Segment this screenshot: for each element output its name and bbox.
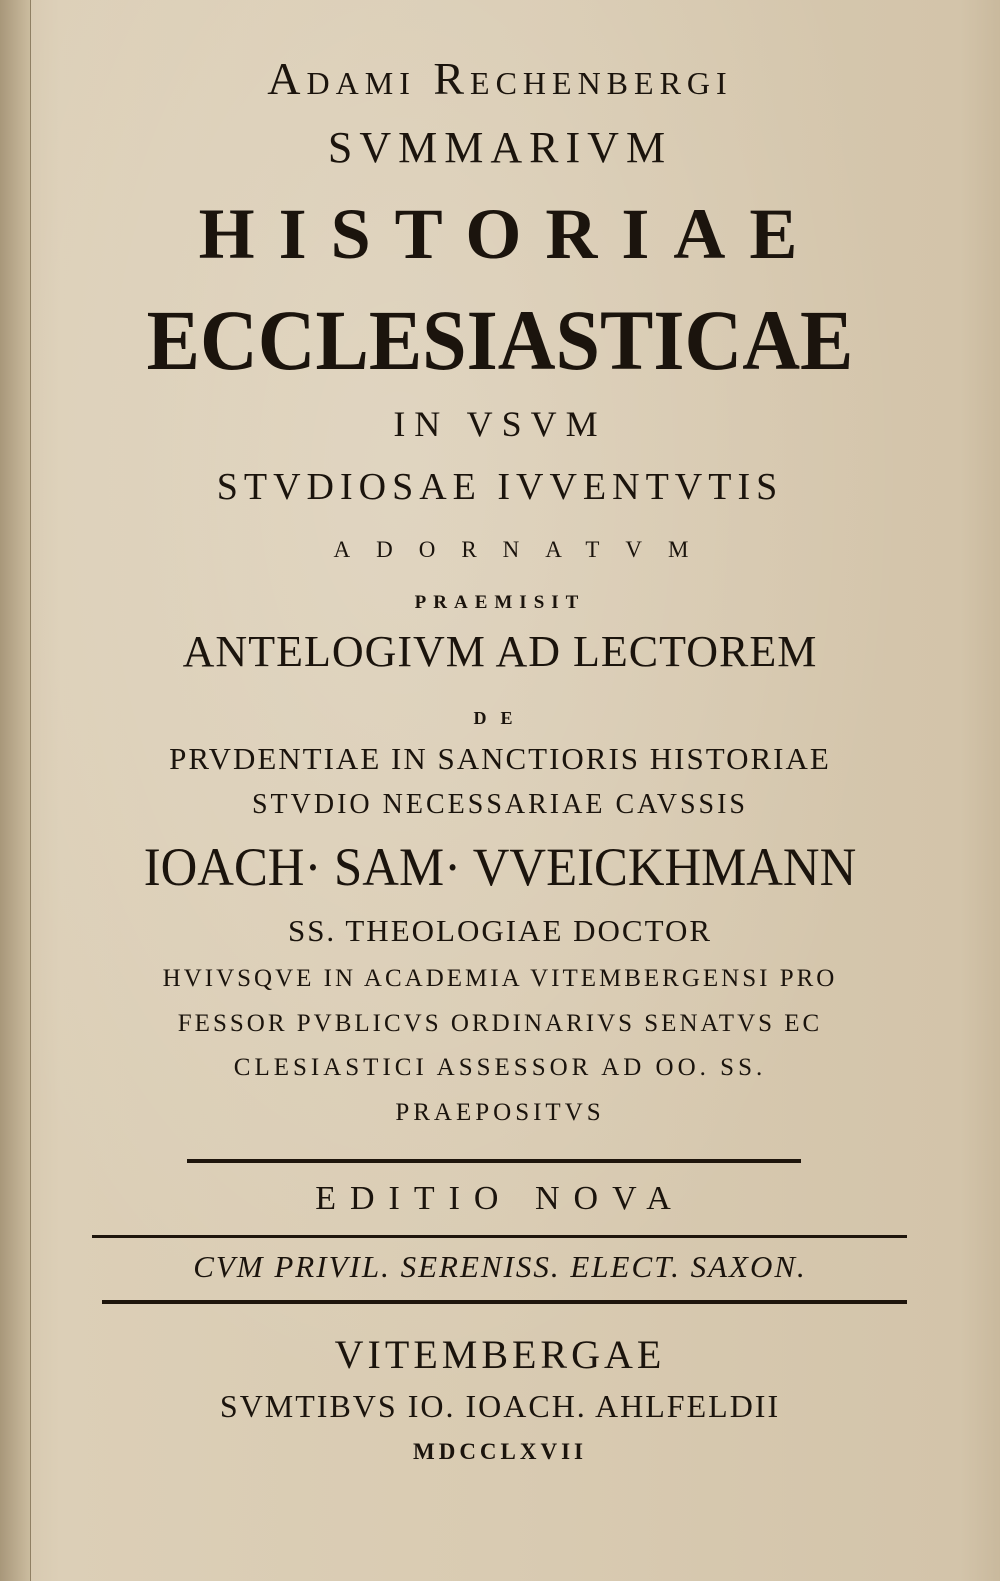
- title-line-summarium: SVMMARIVM: [327, 123, 673, 172]
- purpose-line-adornatum: ADORNATVM: [333, 537, 715, 562]
- privilege-line: CVM PRIVIL. SERENISS. ELECT. SAXON.: [193, 1249, 807, 1284]
- preface-subject-line2: STVDIO NECESSARIAE CAVSSIS: [251, 789, 748, 820]
- edition-line: EDITIO NOVA: [315, 1180, 685, 1217]
- imprint-year: MDCCLXVII: [413, 1439, 587, 1464]
- title-line-ecclesiasticae: ECCLESIASTICAE: [146, 292, 854, 388]
- preface-subject-line1: PRVDENTIAE IN SANCTIORIS HISTORIAE: [169, 741, 831, 776]
- purpose-line-studiosae: STVDIOSAE IVVENTVTIS: [216, 466, 784, 508]
- imprint-place: VITEMBERGAE: [334, 1332, 666, 1377]
- preface-verb: PRAEMISIT: [414, 592, 586, 613]
- preface-de: DE: [473, 708, 527, 728]
- editor-titles-line4: PRAEPOSITVS: [395, 1099, 605, 1126]
- title-line-historiae: HISTORIAE: [198, 194, 822, 274]
- editor-degree: SS. THEOLOGIAE DOCTOR: [287, 913, 713, 948]
- imprint-publisher: SVMTIBVS IO. IOACH. AHLFELDII: [219, 1388, 781, 1424]
- editor-titles-line3: CLESIASTICI ASSESSOR AD OO. SS.: [233, 1054, 767, 1081]
- rule-2: [92, 1235, 907, 1238]
- author-line: Adami Rechenbergi: [267, 53, 733, 104]
- preface-title: ANTELOGIVM AD LECTOREM: [182, 627, 818, 676]
- purpose-line-in-usum: IN VSVM: [393, 404, 607, 444]
- editor-name: IOACH· SAM· VVEICKHMANN: [143, 837, 857, 897]
- rule-1: [187, 1159, 801, 1163]
- editor-titles-line2: FESSOR PVBLICVS ORDINARIVS SENATVS EC: [177, 1010, 823, 1037]
- editor-titles-line1: HVIVSQVE IN ACADEMIA VITEMBERGENSI PRO: [162, 965, 838, 992]
- rule-3: [102, 1300, 907, 1304]
